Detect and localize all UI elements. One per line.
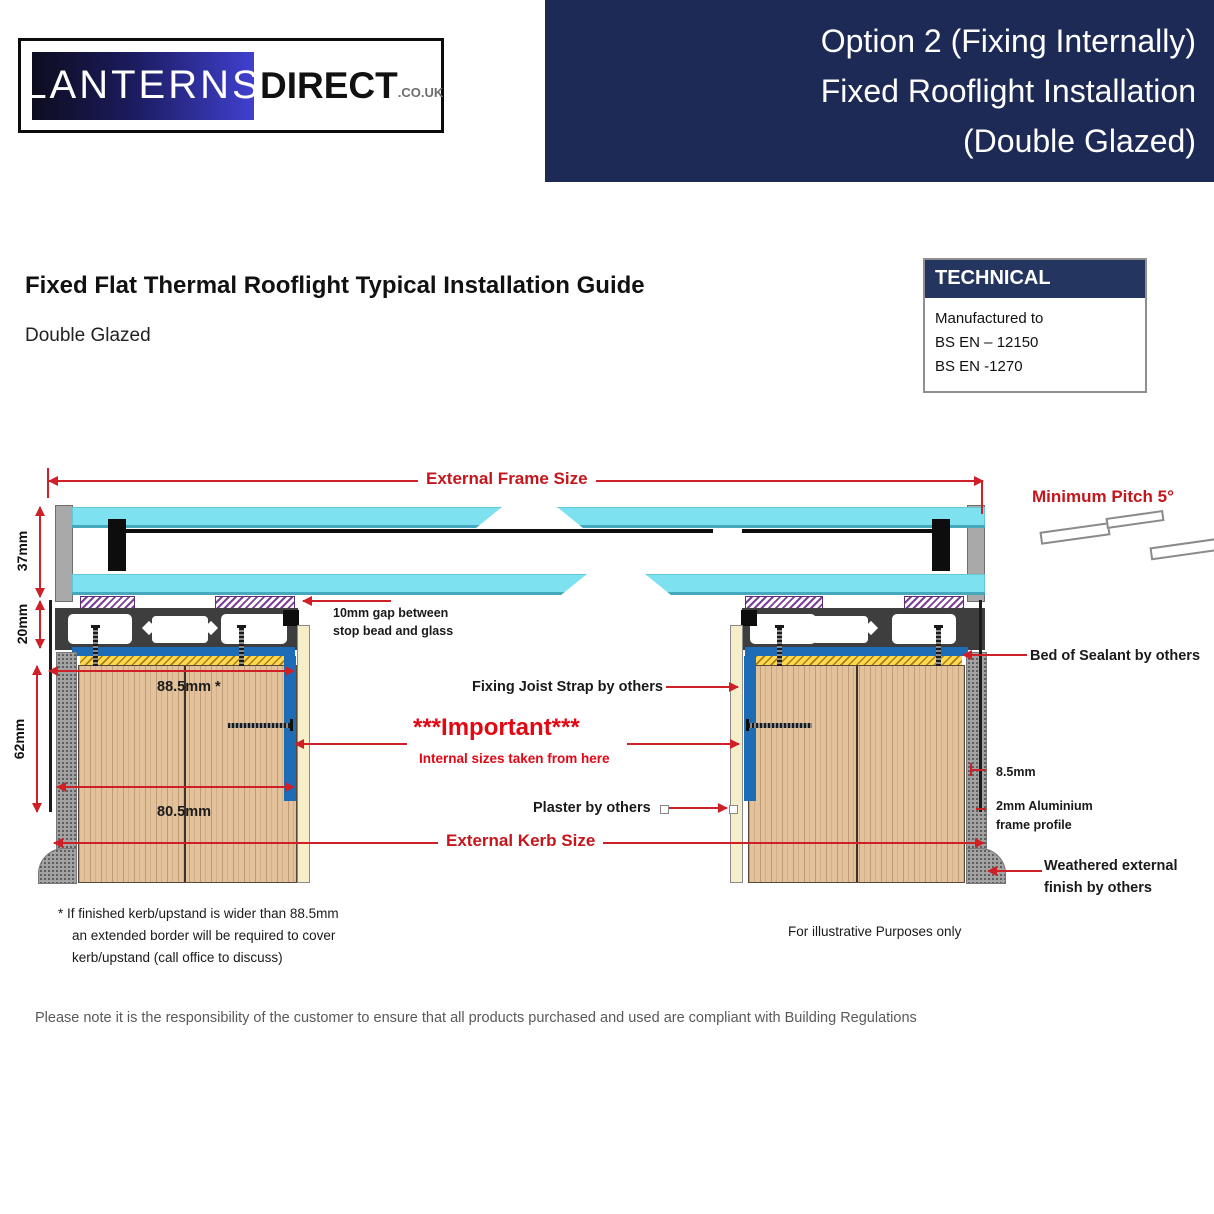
logo-blue-panel <box>24 52 262 120</box>
option-banner <box>545 0 1214 182</box>
glazing-spacer-right <box>932 519 950 571</box>
plaster-marker <box>729 805 738 814</box>
pitch-icon-bar <box>1106 510 1165 529</box>
frame-chamber-left-1 <box>68 614 132 644</box>
dim-62mm-line <box>36 666 38 812</box>
frame-chamber-left-2 <box>221 614 287 644</box>
technical-line-3: BS EN -1270 <box>935 358 1023 375</box>
banner-line-3: (Double Glazed) <box>963 123 1196 159</box>
glass-pane-bottom-right <box>645 574 985 595</box>
technical-line-1: Manufactured to <box>935 310 1044 327</box>
banner-line-2: Fixed Rooflight Installation <box>820 73 1196 109</box>
plaster-label: Plaster by others <box>533 800 651 816</box>
dim-88-5mm-label: 88.5mm * <box>157 679 221 695</box>
alu-profile-label-2: frame profile <box>996 818 1072 832</box>
internal-sizes-label: Internal sizes taken from here <box>419 751 610 766</box>
thermal-break-right <box>812 616 868 643</box>
gap-callout-line1: 10mm gap between <box>333 606 449 620</box>
frame-chamber-right-2 <box>892 614 956 644</box>
fixing-screw <box>93 628 98 666</box>
thermal-break-left <box>152 616 208 643</box>
dim-37mm-line <box>39 507 41 597</box>
plaster-strip-right <box>730 625 743 883</box>
bed-of-sealant-label: Bed of Sealant by others <box>1030 648 1201 664</box>
gap-callout-arrow <box>303 600 391 602</box>
compliance-note: Please note it is the responsibility of the customer to ensure that all products purchased and used are compliant with Building Regulations <box>35 1010 917 1026</box>
glazing-spacer-left <box>108 519 126 571</box>
dim-62mm-label: 62mm <box>11 718 27 760</box>
dim-20mm-label: 20mm <box>14 603 30 645</box>
logo-word-direct: DIRECT <box>260 64 398 106</box>
pitch-icon-bar <box>1149 537 1214 561</box>
pitch-icon-bar <box>1039 522 1110 545</box>
alu-profile-label-1: 2mm Aluminium <box>996 799 1093 813</box>
external-frame-size-label: External Frame Size <box>418 469 596 489</box>
technical-heading: TECHNICAL <box>925 260 1145 298</box>
frame-base-left <box>72 647 295 656</box>
footnote-line-2: an extended border will be required to cover <box>72 928 336 943</box>
important-arrow-right <box>627 743 739 745</box>
plaster-strip-left <box>297 625 310 883</box>
glass-pane-bottom-left <box>72 574 587 595</box>
glass-pane-top-right <box>557 507 985 528</box>
aluminium-profile-line-right <box>979 600 982 812</box>
kerb-centerline-left <box>184 666 186 882</box>
stop-end-right <box>741 610 757 626</box>
dim-8-5mm-label: 8.5mm <box>996 765 1036 779</box>
fixing-joist-label: Fixing Joist Strap by others <box>472 679 663 695</box>
weathered-label-1: Weathered external <box>1044 858 1178 874</box>
stop-end-left <box>283 610 299 626</box>
weathered-arrow <box>988 870 1042 872</box>
sealant-arrow <box>963 654 1027 656</box>
minimum-pitch-label: Minimum Pitch 5° <box>1032 487 1174 506</box>
frame-edge-left <box>55 505 73 602</box>
strap-screw-left <box>228 723 292 728</box>
glass-pane-top-left <box>72 507 502 528</box>
strap-screw-head-left <box>290 719 293 731</box>
dim-37mm-label: 37mm <box>14 530 30 572</box>
banner-line-1: Option 2 (Fixing Internally) <box>820 23 1196 59</box>
technical-box <box>923 258 1147 393</box>
plaster-arrow <box>669 807 727 809</box>
weathered-finish-left <box>56 652 77 852</box>
dim-inner-line <box>57 786 294 788</box>
strap-screw-head-right <box>746 719 749 731</box>
gap-callout-line2: stop bead and glass <box>333 624 454 638</box>
weathered-finish-foot-left <box>38 848 77 884</box>
important-arrow-left <box>295 743 407 745</box>
kerb-upstand-left <box>78 665 297 883</box>
weathered-label-2: finish by others <box>1044 880 1152 896</box>
fixing-joist-arrow <box>666 686 738 688</box>
dim-20mm-line <box>39 601 41 648</box>
fixing-screw <box>239 628 244 666</box>
external-kerb-size-label: External Kerb Size <box>438 831 603 851</box>
footnote-line-1: * If finished kerb/upstand is wider than 88.5mm <box>58 906 339 921</box>
logo-word-lanterns: LANTERNS <box>24 63 262 107</box>
strap-screw-right <box>748 723 812 728</box>
airgap-edge-line-right <box>742 529 934 533</box>
dim-88-5mm-line <box>49 670 294 672</box>
airgap-edge-line-left <box>126 529 713 533</box>
fixing-screw <box>936 628 941 666</box>
dimension-tick <box>981 481 983 514</box>
plaster-marker <box>660 805 669 814</box>
fixing-screw <box>777 628 782 666</box>
lanterns-direct-logo <box>18 38 444 133</box>
dimension-tick <box>976 808 986 810</box>
weathered-finish-foot-right <box>966 848 1006 884</box>
dimension-tick <box>972 769 986 771</box>
weathered-finish-right <box>966 652 987 852</box>
important-label: ***Important*** <box>413 714 580 741</box>
aluminium-profile-line-left <box>49 600 52 812</box>
illustrative-note: For illustrative Purposes only <box>788 924 962 939</box>
dim-80-5mm-label: 80.5mm <box>157 804 212 820</box>
footnote-line-3: kerb/upstand (call office to discuss) <box>72 950 283 965</box>
kerb-centerline-right <box>856 666 858 882</box>
page-title: Fixed Flat Thermal Rooflight Typical Installation Guide <box>25 272 645 299</box>
logo-suffix: .CO.UK <box>397 85 444 100</box>
technical-line-2: BS EN – 12150 <box>935 334 1039 351</box>
page-subtitle: Double Glazed <box>25 325 151 346</box>
technical-body <box>925 298 1145 391</box>
